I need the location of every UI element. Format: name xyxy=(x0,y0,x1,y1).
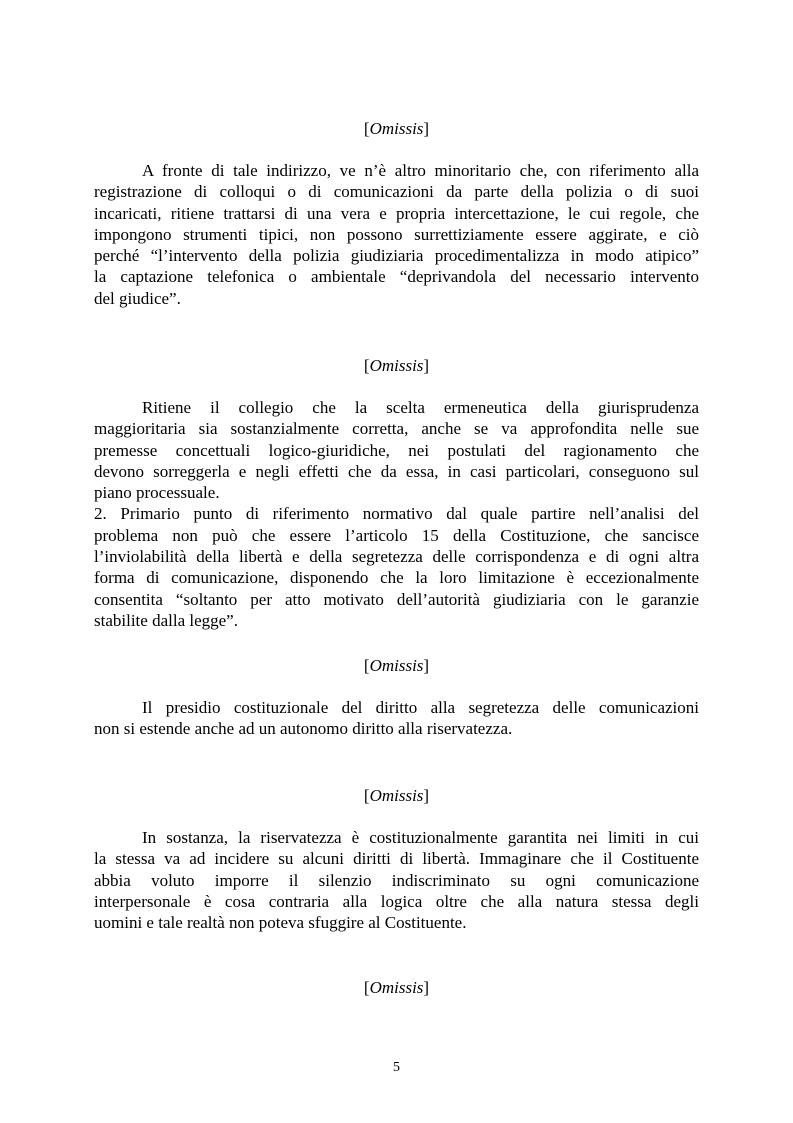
text-line: interpersonale è cosa contraria alla logica oltre che alla natura stessa degli xyxy=(94,891,699,911)
text-line: piano processuale. xyxy=(94,483,220,503)
paragraph xyxy=(94,397,699,631)
page-number: 5 xyxy=(393,1060,400,1075)
text-line: non si estende anche ad un autonomo diritto alla riservatezza. xyxy=(94,719,513,739)
text-line: l’inviolabilità della libertà e della segretezza delle corrispondenza e di ogni altra xyxy=(94,547,699,567)
text-line: Ritiene il collegio che la scelta ermeneutica della giurisprudenza xyxy=(142,398,699,417)
paragraph xyxy=(94,160,699,309)
text-line: del giudice”. xyxy=(94,288,181,308)
text-line: registrazione di colloqui o di comunicazioni da parte della polizia o di suoi xyxy=(94,182,699,202)
text-line: la stessa va ad incidere su alcuni diritti di libertà. Immaginare che il Costituente xyxy=(94,849,699,869)
text-line: 2. Primario punto di riferimento normativo dal quale partire nell’analisi del xyxy=(94,504,699,524)
text-line: la captazione telefonica o ambientale “deprivandola del necessario intervento xyxy=(94,267,699,287)
text-line: stabilite dalla legge”. xyxy=(94,610,238,630)
text-line: maggioritaria sia sostanzialmente corretta, anche se va approfondita nelle sue xyxy=(94,419,699,439)
omissis-marker: [Omissis] xyxy=(363,786,430,805)
text-line: uomini e tale realtà non poteva sfuggire al Costituente. xyxy=(94,913,467,933)
text-line: abbia voluto imporre il silenzio indiscriminato su ogni comunicazione xyxy=(94,870,699,890)
text-line: premesse concettuali logico-giuridiche, nei postulati del ragionamento che xyxy=(94,440,699,460)
text-line: impongono strumenti tipici, non possono surrettiziamente essere aggirate, e ciò xyxy=(94,224,699,244)
text-line: forma di comunicazione, disponendo che la loro limitazione è eccezionalmente xyxy=(94,568,699,588)
paragraph xyxy=(94,697,699,740)
omissis-marker: [Omissis] xyxy=(363,119,430,138)
text-line: incaricati, ritiene trattarsi di una vera e propria intercettazione, le cui regole, che xyxy=(94,203,699,223)
text-line: perché “l’intervento della polizia giudiziaria procedimentalizza in modo atipico” xyxy=(94,246,699,266)
text-line: problema non può che essere l’articolo 15 della Costituzione, che sancisce xyxy=(94,525,699,545)
omissis-marker: [Omissis] xyxy=(363,978,430,997)
text-line: In sostanza, la riservatezza è costituzionalmente garantita nei limiti in cui xyxy=(142,828,699,847)
omissis-marker: [Omissis] xyxy=(363,356,430,375)
paragraph xyxy=(94,827,699,933)
text-line: consentita “soltanto per atto motivato dell’autorità giudiziaria con le garanzie xyxy=(94,589,699,609)
text-line: A fronte di tale indirizzo, ve n’è altro minoritario che, con riferimento alla xyxy=(142,161,699,180)
text-line: devono sorreggerla e negli effetti che da essa, in casi particolari, conseguono sul xyxy=(94,461,699,481)
text-line: Il presidio costituzionale del diritto alla segretezza delle comunicazioni xyxy=(142,698,699,717)
omissis-marker: [Omissis] xyxy=(363,656,430,675)
